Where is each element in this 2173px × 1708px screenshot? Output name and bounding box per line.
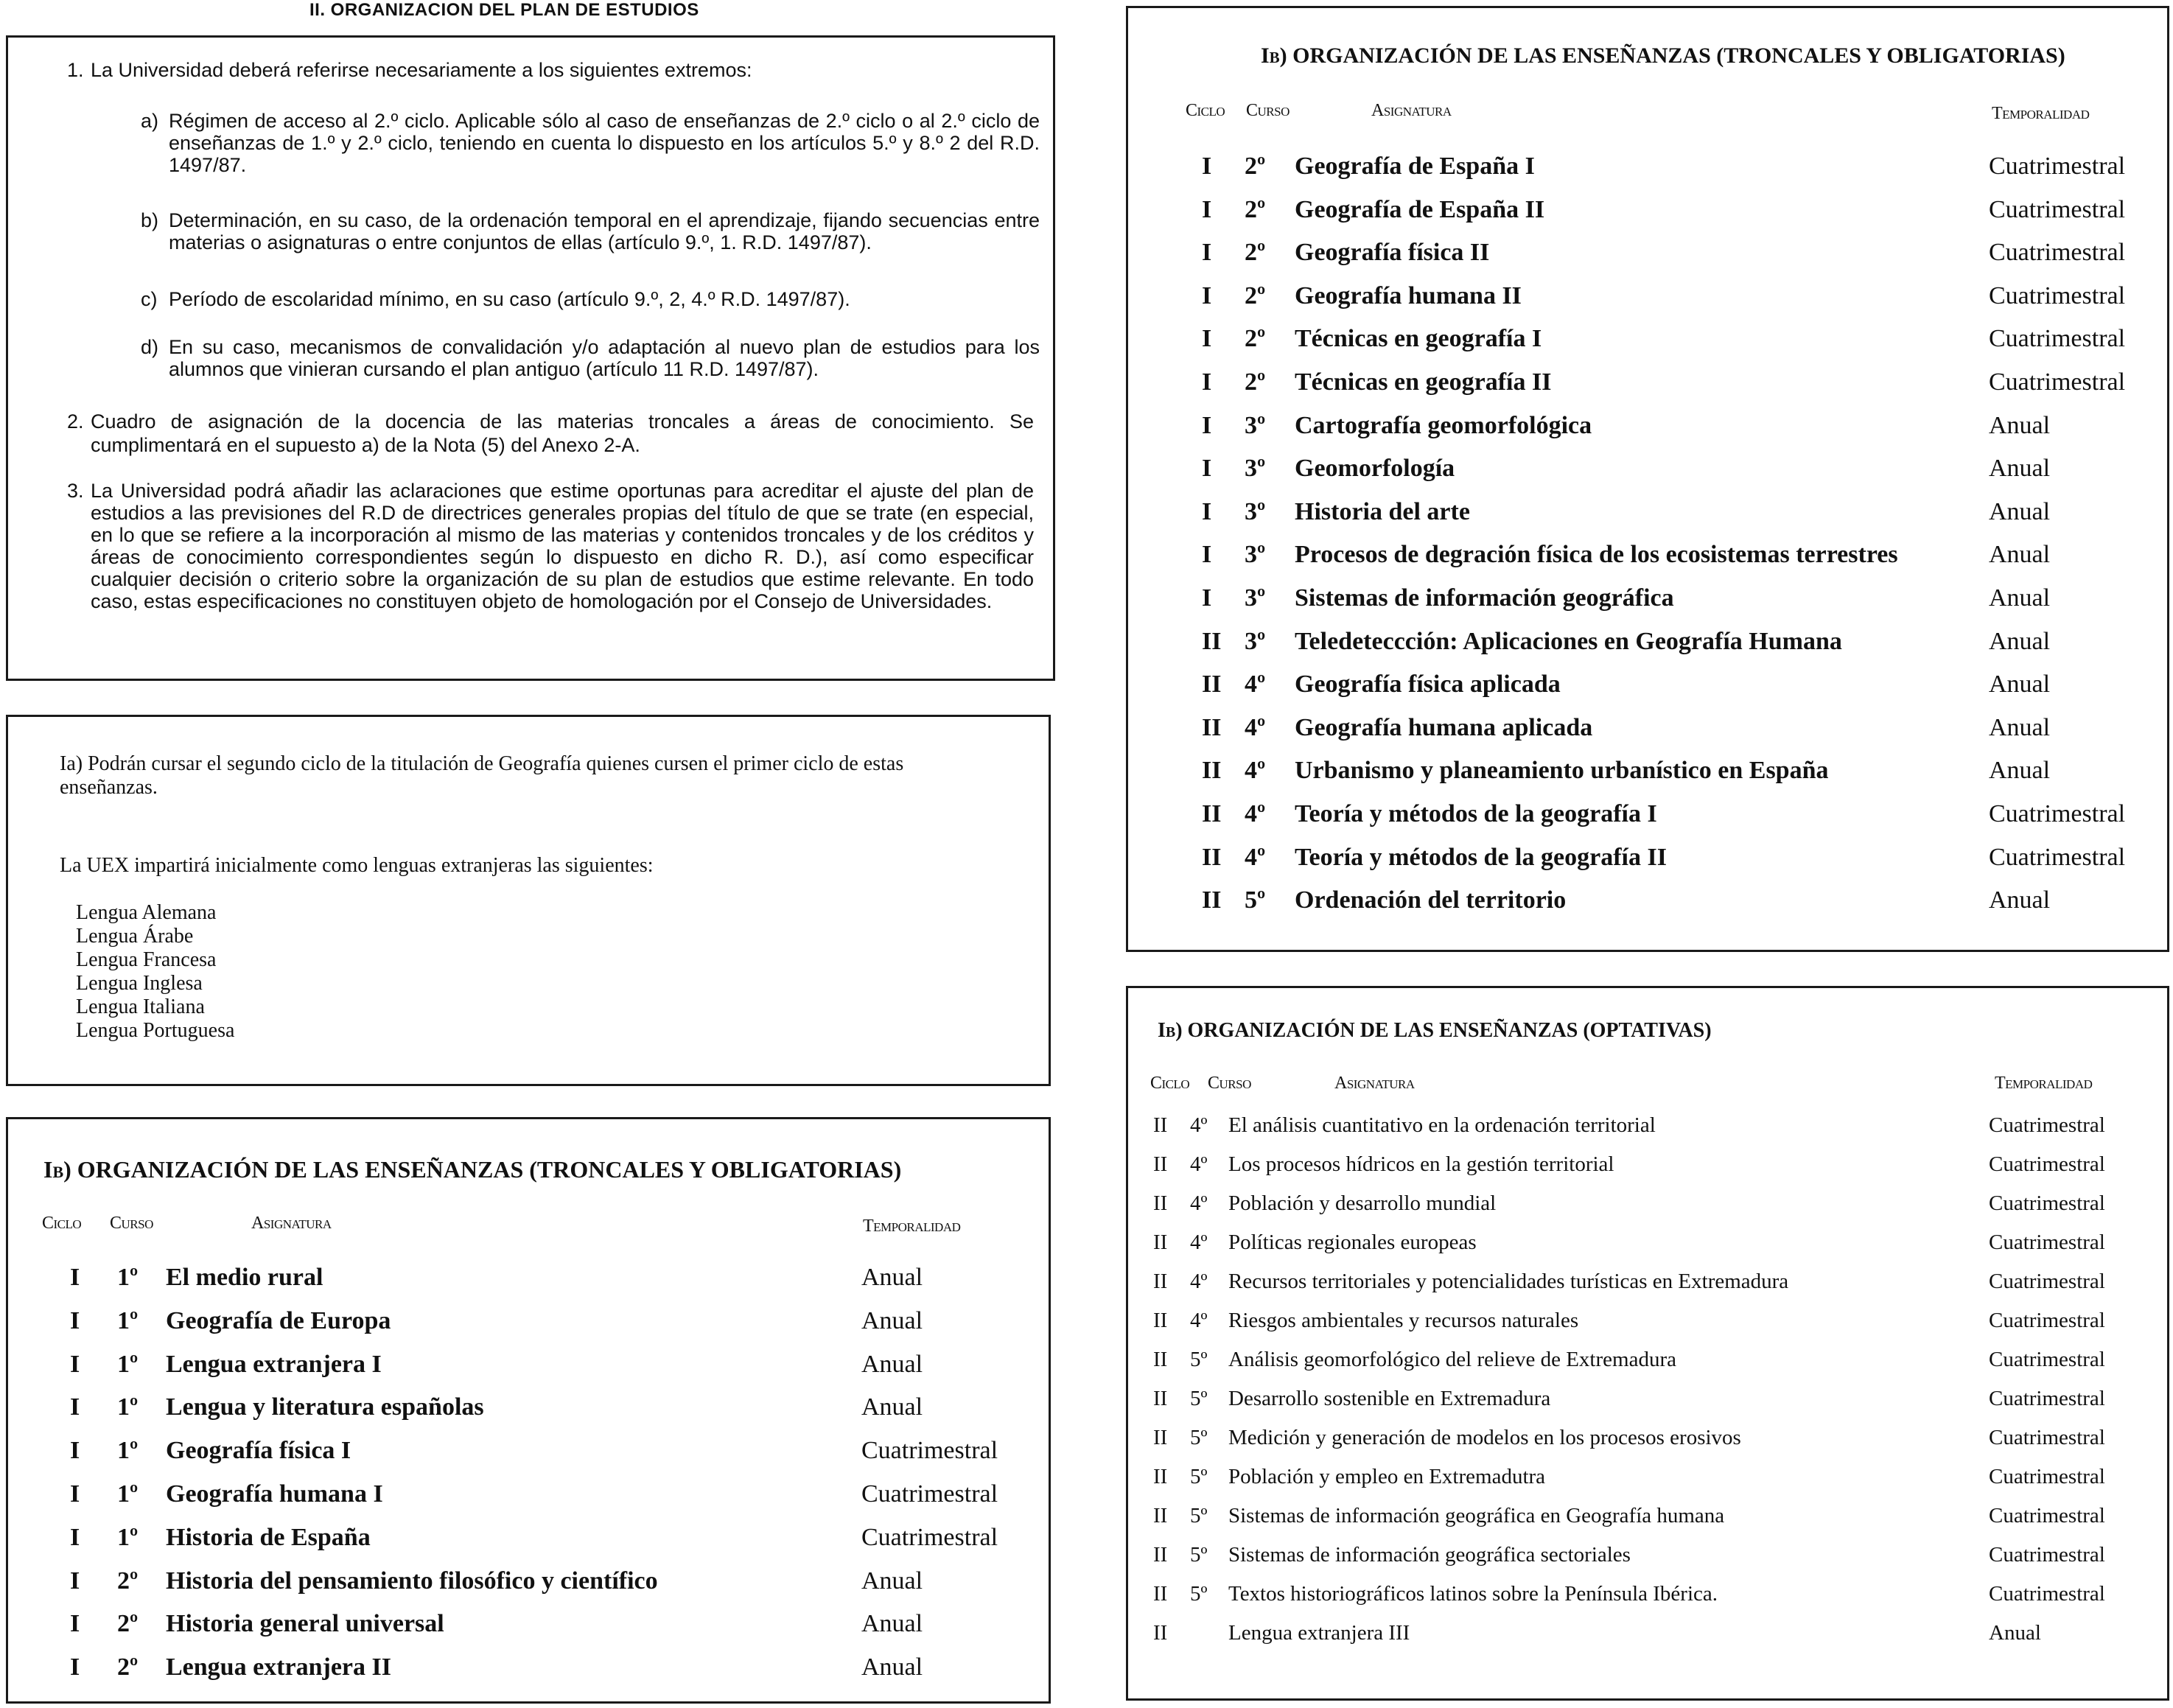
cell-asignatura: Textos historiográficos latinos sobre la Península Ibérica.: [1228, 1582, 1718, 1606]
cell-temporalidad: Cuatrimestral: [1989, 1231, 2105, 1254]
cell-ciclo: I: [70, 1393, 80, 1421]
cell-asignatura: El análisis cuantitativo en la ordenación territorial: [1228, 1113, 1656, 1137]
cell-curso: 4º: [1245, 713, 1266, 741]
cell-temporalidad: Anual: [1989, 584, 2051, 612]
header-curso: Curso: [1208, 1074, 1251, 1093]
table-row: [1128, 455, 2167, 498]
header-asignatura: Asignatura: [251, 1214, 332, 1233]
cell-asignatura: Geografía humana I: [166, 1480, 383, 1508]
cell-temporalidad: Anual: [1989, 713, 2051, 741]
item-text: Cuadro de asignación de la docencia de las materias troncales a áreas de conocimiento. Se cumplimentará en el supuesto a) de la Nota (5) del Anexo 2-A.: [91, 410, 1034, 456]
table-row: [1128, 584, 2167, 628]
table-row: [1128, 1348, 2167, 1387]
cell-asignatura: Sistemas de información geográfica en Geografía humana: [1228, 1504, 1725, 1527]
cell-ciclo: I: [1202, 497, 1212, 525]
cell-ciclo: I: [70, 1653, 80, 1681]
cell-curso: 5º: [1245, 886, 1266, 914]
cell-temporalidad: Anual: [861, 1264, 923, 1291]
cell-temporalidad: Anual: [1989, 497, 2051, 525]
cell-ciclo: I: [1202, 541, 1212, 569]
item-text: La Universidad podrá añadir las aclaraciones que estime oportunas para acreditar el ajuste del plan de estudios a las previsiones del R.D de directrices generales propias del título de que se trate (en especial, en lo que se refiere a la incorporación al mismo de las materias y contenidos troncales y de los créditos y áreas de conocimiento correspondientes según lo dispuesto en dicho R. D.), así como especificar cualquier decisión o criterio sobre la organización de su plan de estudios que estime relevante. En todo caso, estas especificaciones no constituyen objeto de homologación por el Consejo de Universidades.: [91, 480, 1034, 612]
cell-temporalidad: Cuatrimestral: [1989, 1387, 2105, 1410]
cell-curso: 4º: [1190, 1309, 1208, 1332]
cell-asignatura: Teledeteccción: Aplicaciones en Geografía Humana: [1295, 627, 1842, 655]
cell-asignatura: Teoría y métodos de la geografía I: [1295, 800, 1657, 827]
numbered-item-2: [67, 410, 1034, 457]
cell-ciclo: I: [1202, 584, 1212, 612]
cell-asignatura: Cartografía geomorfológica: [1295, 411, 1592, 439]
table-row: [1128, 1270, 2167, 1309]
cell-asignatura: Riesgos ambientales y recursos naturales: [1228, 1309, 1579, 1332]
cell-ciclo: II: [1153, 1191, 1168, 1215]
cell-asignatura: Sistemas de información geográfica sectoriales: [1228, 1543, 1631, 1567]
table-row: [1128, 714, 2167, 757]
table-row: [8, 1307, 1049, 1351]
sub-item-a: [141, 110, 1040, 176]
cell-curso: 2º: [1245, 281, 1266, 309]
cell-asignatura: Historia del pensamiento filosófico y científico: [166, 1567, 658, 1595]
cell-curso: 2º: [1245, 325, 1266, 353]
table-row: [1128, 239, 2167, 282]
cell-asignatura: Desarrollo sostenible en Extremadura: [1228, 1387, 1551, 1410]
cell-temporalidad: Cuatrimestral: [1989, 195, 2126, 223]
cell-asignatura: Recursos territoriales y potencialidades turísticas en Extremadura: [1228, 1270, 1789, 1293]
cell-ciclo: II: [1153, 1426, 1168, 1449]
cell-ciclo: II: [1153, 1582, 1168, 1606]
table-row: [1128, 196, 2167, 239]
table-row: [1128, 1387, 2167, 1426]
cell-curso: 1º: [117, 1350, 139, 1378]
cell-temporalidad: Cuatrimestral: [1989, 1191, 2105, 1215]
cell-temporalidad: Cuatrimestral: [1989, 1582, 2105, 1606]
sub-item-text: Determinación, en su caso, de la ordenación temporal en el aprendizaje, fijando secuencias entre materias o asignaturas o entre conjuntos de ellas (artículo 9.º, 1. R.D. 1497/87).: [169, 209, 1040, 253]
header-temporalidad: Temporalidad: [1995, 1074, 2093, 1093]
sub-item-b: [141, 209, 1040, 253]
cell-asignatura: Técnicas en geografía I: [1295, 325, 1542, 353]
cell-curso: 1º: [117, 1523, 139, 1551]
cell-temporalidad: Anual: [1989, 886, 2051, 914]
cell-ciclo: I: [1202, 153, 1212, 180]
table-row: [8, 1524, 1049, 1567]
sub-item-label: c): [141, 288, 158, 310]
cell-temporalidad: Anual: [861, 1610, 923, 1638]
cell-ciclo: I: [1202, 325, 1212, 353]
table-row: [8, 1480, 1049, 1524]
cell-temporalidad: Cuatrimestral: [1989, 239, 2126, 267]
cell-asignatura: El medio rural: [166, 1264, 323, 1291]
cell-temporalidad: Anual: [861, 1350, 923, 1378]
cell-asignatura: Análisis geomorfológico del relieve de Extremadura: [1228, 1348, 1676, 1371]
section-title: II. ORGANIZACION DEL PLAN DE ESTUDIOS: [309, 0, 699, 20]
section-2-box: [6, 35, 1055, 681]
table-row: [1128, 671, 2167, 714]
cell-temporalidad: Anual: [861, 1653, 923, 1681]
table-row: [1128, 1152, 2167, 1191]
table-row: [1128, 1504, 2167, 1543]
cell-curso: 3º: [1245, 627, 1266, 655]
cell-asignatura: Medición y generación de modelos en los procesos erosivos: [1228, 1426, 1741, 1449]
language-item: Lengua Portuguesa: [76, 1019, 235, 1042]
cell-ciclo: I: [70, 1437, 80, 1465]
cell-temporalidad: Cuatrimestral: [1989, 1465, 2105, 1488]
cell-curso: 4º: [1245, 800, 1266, 827]
languages-list: [76, 901, 234, 1043]
header-asignatura: Asignatura: [1371, 101, 1452, 120]
cell-ciclo: II: [1202, 713, 1222, 741]
cell-ciclo: I: [1202, 455, 1212, 483]
cell-temporalidad: Cuatrimestral: [1989, 1348, 2105, 1371]
cell-temporalidad: Anual: [1989, 627, 2051, 655]
cell-temporalidad: Anual: [1989, 757, 2051, 785]
language-item: Lengua Italiana: [76, 995, 205, 1018]
table-row: [1128, 757, 2167, 800]
table-row: [1128, 1582, 2167, 1621]
cell-ciclo: I: [70, 1306, 80, 1334]
table-row: [1128, 1231, 2167, 1270]
table-row: [1128, 282, 2167, 326]
cell-asignatura: Geografía humana II: [1295, 281, 1522, 309]
header-temporalidad: Temporalidad: [863, 1217, 961, 1236]
cell-ciclo: II: [1153, 1348, 1168, 1371]
cell-temporalidad: Anual: [861, 1567, 923, 1595]
cell-temporalidad: Anual: [1989, 1621, 2041, 1645]
table-row: [1128, 1465, 2167, 1504]
table-title: Ib) ORGANIZACIÓN DE LAS ENSEÑANZAS (OPTATIVAS): [1158, 1019, 1712, 1042]
cell-ciclo: I: [1202, 411, 1212, 439]
ia-paragraph: Ia) Podrán cursar el segundo ciclo de la titulación de Geografía quienes cursen el primer ciclo de estas enseñanzas.: [60, 752, 904, 799]
cell-curso: 5º: [1190, 1426, 1208, 1449]
cell-temporalidad: Anual: [1989, 671, 2051, 699]
cell-ciclo: II: [1202, 886, 1222, 914]
table-row: [8, 1653, 1049, 1697]
cell-asignatura: Geografía de Europa: [166, 1306, 391, 1334]
table-row: [8, 1437, 1049, 1480]
cell-temporalidad: Anual: [1989, 411, 2051, 439]
cell-ciclo: I: [70, 1567, 80, 1595]
header-asignatura: Asignatura: [1334, 1074, 1415, 1093]
cell-ciclo: II: [1202, 671, 1222, 699]
cell-asignatura: Procesos de degración física de los ecosistemas terrestres: [1295, 541, 1898, 569]
cell-curso: 3º: [1245, 411, 1266, 439]
cell-ciclo: II: [1153, 1543, 1168, 1567]
cell-ciclo: I: [70, 1610, 80, 1638]
cell-ciclo: II: [1153, 1621, 1168, 1645]
cell-curso: 4º: [1190, 1113, 1208, 1137]
cell-ciclo: II: [1153, 1113, 1168, 1137]
cell-asignatura: Geografía física II: [1295, 239, 1490, 267]
cell-curso: 2º: [117, 1653, 139, 1681]
cell-ciclo: I: [70, 1480, 80, 1508]
cell-curso: 2º: [1245, 239, 1266, 267]
table-row: [1128, 1426, 2167, 1465]
sub-item-c: [141, 288, 1040, 310]
cell-curso: 4º: [1245, 757, 1266, 785]
header-ciclo: Ciclo: [1186, 101, 1225, 120]
sub-item-text: Período de escolaridad mínimo, en su caso (artículo 9.º, 2, 4.º R.D. 1497/87).: [169, 288, 850, 310]
cell-curso: 4º: [1245, 671, 1266, 699]
cell-ciclo: I: [1202, 281, 1212, 309]
table-row: [1128, 1621, 2167, 1660]
header-curso: Curso: [1246, 101, 1290, 120]
table-title: Ib) ORGANIZACIÓN DE LAS ENSEÑANZAS (TRONCALES Y OBLIGATORIAS): [1261, 43, 2065, 68]
cell-curso: 1º: [117, 1480, 139, 1508]
cell-temporalidad: Cuatrimestral: [861, 1437, 998, 1465]
cell-temporalidad: Cuatrimestral: [861, 1480, 998, 1508]
cell-ciclo: I: [1202, 239, 1212, 267]
cell-asignatura: Políticas regionales europeas: [1228, 1231, 1477, 1254]
cell-asignatura: Geomorfología: [1295, 455, 1455, 483]
cell-curso: 4º: [1190, 1270, 1208, 1293]
sub-item-label: b): [141, 209, 159, 231]
cell-curso: 5º: [1190, 1582, 1208, 1606]
cell-curso: 1º: [117, 1306, 139, 1334]
cell-ciclo: I: [1202, 195, 1212, 223]
header-ciclo: Ciclo: [42, 1214, 82, 1233]
cell-ciclo: II: [1153, 1270, 1168, 1293]
cell-temporalidad: Cuatrimestral: [861, 1523, 998, 1551]
cell-temporalidad: Cuatrimestral: [1989, 800, 2126, 827]
cell-curso: 3º: [1245, 584, 1266, 612]
cell-temporalidad: Cuatrimestral: [1989, 1113, 2105, 1137]
cell-asignatura: Historia de España: [166, 1523, 371, 1551]
language-item: Lengua Árabe: [76, 925, 194, 948]
item-text: La Universidad deberá referirse necesariamente a los siguientes extremos:: [91, 59, 752, 81]
cell-temporalidad: Anual: [1989, 541, 2051, 569]
cell-ciclo: II: [1202, 843, 1222, 871]
cell-ciclo: II: [1202, 627, 1222, 655]
table-row: [1128, 153, 2167, 196]
cell-curso: 5º: [1190, 1543, 1208, 1567]
table-row: [8, 1567, 1049, 1611]
header-curso: Curso: [110, 1214, 153, 1233]
numbered-item-1: [67, 58, 1034, 82]
cell-temporalidad: Anual: [861, 1306, 923, 1334]
cell-temporalidad: Cuatrimestral: [1989, 1152, 2105, 1176]
ib-troncales-table-2: [1126, 6, 2169, 952]
table-row: [1128, 1191, 2167, 1231]
cell-curso: 5º: [1190, 1348, 1208, 1371]
cell-asignatura: Población y desarrollo mundial: [1228, 1191, 1497, 1215]
table-row: [8, 1393, 1049, 1437]
cell-asignatura: Historia general universal: [166, 1610, 444, 1638]
table-row: [1128, 1309, 2167, 1348]
cell-ciclo: II: [1153, 1465, 1168, 1488]
cell-asignatura: Lengua extranjera I: [166, 1350, 382, 1378]
cell-curso: 2º: [117, 1567, 139, 1595]
sub-item-text: En su caso, mecanismos de convalidación y/o adaptación al nuevo plan de estudios para los alumnos que vinieran cursando el plan antiguo (artículo 11 R.D. 1497/87).: [169, 336, 1040, 380]
cell-temporalidad: Cuatrimestral: [1989, 153, 2126, 180]
cell-asignatura: Lengua extranjera II: [166, 1653, 391, 1681]
cell-asignatura: Lengua extranjera III: [1228, 1621, 1410, 1645]
cell-temporalidad: Cuatrimestral: [1989, 1543, 2105, 1567]
cell-ciclo: II: [1202, 757, 1222, 785]
cell-asignatura: Lengua y literatura españolas: [166, 1393, 484, 1421]
sub-item-d: [141, 336, 1040, 380]
table-row: [1128, 844, 2167, 887]
header-temporalidad: Temporalidad: [1992, 104, 2090, 123]
table-row: [1128, 412, 2167, 455]
cell-curso: 2º: [1245, 153, 1266, 180]
table-title: Ib) ORGANIZACIÓN DE LAS ENSEÑANZAS (TRONCALES Y OBLIGATORIAS): [43, 1156, 902, 1183]
cell-asignatura: Población y empleo en Extremadutra: [1228, 1465, 1546, 1488]
language-item: Lengua Alemana: [76, 901, 217, 924]
table-row: [1128, 1113, 2167, 1152]
cell-curso: 4º: [1245, 843, 1266, 871]
cell-temporalidad: Cuatrimestral: [1989, 281, 2126, 309]
cell-curso: 2º: [1245, 368, 1266, 396]
table-row: [8, 1610, 1049, 1653]
language-item: Lengua Inglesa: [76, 972, 203, 995]
cell-curso: 1º: [117, 1264, 139, 1291]
cell-asignatura: Ordenación del territorio: [1295, 886, 1567, 914]
cell-curso: 3º: [1245, 541, 1266, 569]
cell-curso: 4º: [1190, 1191, 1208, 1215]
ia-box: [6, 715, 1051, 1086]
cell-asignatura: Técnicas en geografía II: [1295, 368, 1552, 396]
table-row: [1128, 541, 2167, 584]
cell-curso: 1º: [117, 1437, 139, 1465]
cell-ciclo: II: [1153, 1387, 1168, 1410]
cell-curso: 4º: [1190, 1231, 1208, 1254]
cell-ciclo: II: [1153, 1309, 1168, 1332]
cell-temporalidad: Anual: [1989, 455, 2051, 483]
cell-temporalidad: Cuatrimestral: [1989, 1504, 2105, 1527]
item-number: 1.: [67, 59, 84, 81]
cell-asignatura: Geografía física aplicada: [1295, 671, 1561, 699]
table-row: [1128, 498, 2167, 542]
table-row: [1128, 628, 2167, 671]
numbered-item-3: [67, 480, 1034, 612]
cell-temporalidad: Anual: [861, 1393, 923, 1421]
cell-curso: 5º: [1190, 1387, 1208, 1410]
item-number: 3.: [67, 480, 84, 502]
sub-item-label: d): [141, 336, 159, 358]
sub-item-label: a): [141, 110, 159, 132]
header-ciclo: Ciclo: [1150, 1074, 1190, 1093]
cell-temporalidad: Cuatrimestral: [1989, 325, 2126, 353]
language-item: Lengua Francesa: [76, 948, 217, 971]
cell-temporalidad: Cuatrimestral: [1989, 1426, 2105, 1449]
languages-intro: La UEX impartirá inicialmente como lenguas extranjeras las siguientes:: [60, 854, 654, 877]
table-row: [1128, 368, 2167, 412]
table-row: [1128, 800, 2167, 844]
cell-ciclo: II: [1153, 1504, 1168, 1527]
item-number: 2.: [67, 410, 84, 433]
cell-asignatura: Sistemas de información geográfica: [1295, 584, 1674, 612]
cell-ciclo: I: [70, 1264, 80, 1291]
cell-curso: 2º: [117, 1610, 139, 1638]
cell-ciclo: II: [1153, 1152, 1168, 1176]
cell-ciclo: I: [70, 1350, 80, 1378]
cell-curso: 5º: [1190, 1465, 1208, 1488]
cell-temporalidad: Cuatrimestral: [1989, 368, 2126, 396]
table-row: [1128, 325, 2167, 368]
cell-curso: 1º: [117, 1393, 139, 1421]
cell-asignatura: Geografía de España II: [1295, 195, 1545, 223]
cell-curso: 3º: [1245, 455, 1266, 483]
cell-asignatura: Urbanismo y planeamiento urbanístico en España: [1295, 757, 1829, 785]
table-row: [8, 1351, 1049, 1394]
ib-troncales-table-1: [6, 1117, 1051, 1704]
cell-asignatura: Geografía física I: [166, 1437, 351, 1465]
ib-optativas-table: [1126, 986, 2169, 1701]
cell-asignatura: Geografía humana aplicada: [1295, 713, 1593, 741]
cell-curso: 3º: [1245, 497, 1266, 525]
cell-curso: 5º: [1190, 1504, 1208, 1527]
cell-asignatura: Los procesos hídricos en la gestión territorial: [1228, 1152, 1614, 1176]
table-row: [1128, 886, 2167, 930]
table-row: [8, 1264, 1049, 1307]
cell-asignatura: Teoría y métodos de la geografía II: [1295, 843, 1667, 871]
cell-asignatura: Geografía de España I: [1295, 153, 1535, 180]
cell-temporalidad: Cuatrimestral: [1989, 1270, 2105, 1293]
table-row: [1128, 1543, 2167, 1582]
cell-ciclo: II: [1153, 1231, 1168, 1254]
cell-curso: 4º: [1190, 1152, 1208, 1176]
cell-asignatura: Historia del arte: [1295, 497, 1470, 525]
cell-ciclo: I: [70, 1523, 80, 1551]
cell-curso: 2º: [1245, 195, 1266, 223]
cell-temporalidad: Cuatrimestral: [1989, 843, 2126, 871]
cell-ciclo: II: [1202, 800, 1222, 827]
cell-temporalidad: Cuatrimestral: [1989, 1309, 2105, 1332]
sub-item-text: Régimen de acceso al 2.º ciclo. Aplicable sólo al caso de enseñanzas de 2.º ciclo o al 2.º ciclo de enseñanzas de 1.º y 2.º ciclo, teniendo en cuenta lo dispuesto en los artículos 5.º y 8.º 2 del R.D. 1497/87.: [169, 110, 1040, 176]
cell-ciclo: I: [1202, 368, 1212, 396]
